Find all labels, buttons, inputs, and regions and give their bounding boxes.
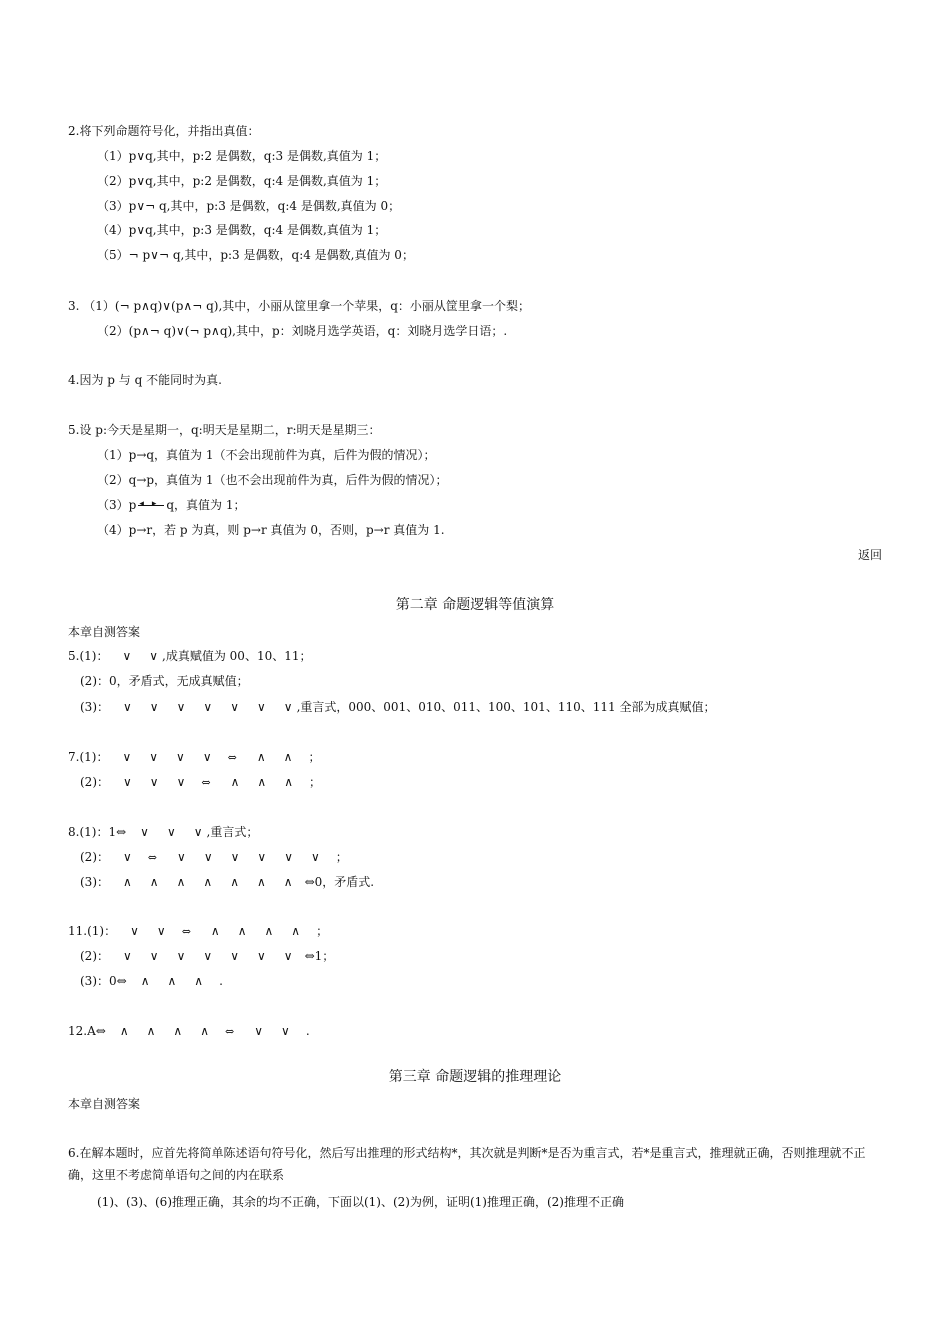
- formula-symbol: ∨: [123, 700, 132, 714]
- formula-symbol: ∧: [230, 775, 240, 789]
- ch2-q7-line-1: [68, 749, 320, 766]
- formula-symbol: ∧: [283, 875, 293, 889]
- ch2-q8-line-2: [80, 849, 348, 866]
- ch2-q11-line-3: [80, 973, 223, 989]
- formula-symbol: ∨: [123, 949, 132, 963]
- formula-symbol: ∨: [122, 649, 132, 663]
- formula-symbol: ∧: [194, 974, 204, 988]
- formula-symbol: ⇔: [147, 851, 158, 864]
- ch2-q5-line-2: (2)：0，矛盾式，无成真赋值；: [80, 674, 249, 688]
- symbol-row: [109, 700, 297, 714]
- formula-symbol: ∨: [193, 825, 203, 839]
- line-tail: ⇔1；: [304, 949, 335, 963]
- q2-heading: 2.将下列命题符号化，并指出真值：: [68, 124, 260, 138]
- formula-symbol: ∨: [230, 850, 240, 864]
- formula-symbol: ∨: [149, 750, 159, 764]
- formula-symbol: ∧: [283, 750, 293, 764]
- ch2-q11-line-1: [68, 923, 328, 940]
- formula-symbol: ∧: [210, 924, 220, 938]
- symbol-row: [108, 649, 162, 663]
- ch2-q12-line: [68, 1023, 310, 1040]
- q3-line-1: 3. （1）(¬ p∧q)∨(p∧¬ q),其中，小丽从筐里拿一个苹果，q：小丽从筐里拿一个梨；: [68, 299, 530, 313]
- formula-symbol: ∨: [203, 700, 213, 714]
- formula-symbol: ∧: [119, 1024, 129, 1038]
- formula-symbol: ∨: [176, 750, 185, 764]
- line-tail: .: [305, 1024, 310, 1038]
- formula-symbol: ∧: [256, 875, 266, 889]
- ch2-q5-line-1: [68, 648, 312, 664]
- formula-symbol: ∨: [257, 850, 267, 864]
- formula-symbol: ∨: [311, 850, 320, 864]
- ch2-q7-line-2: [80, 774, 321, 791]
- q5-item-1: （1）p→q，真值为 1（不会出现前件为真，后件为假的情况）；: [97, 448, 436, 462]
- formula-symbol: ∨: [256, 949, 266, 963]
- formula-symbol: ∨: [176, 775, 186, 789]
- formula-symbol: ∨: [256, 700, 266, 714]
- line-lead: 5.(1)：: [68, 649, 109, 663]
- ch3-q6-paragraph: 6.在解本题时，应首先将简单陈述语句符号化，然后写出推理的形式结构*，其次就是判断*是否为重言式，若*是重言式，推理就正确，否则推理就不正确，这里不考虑简单语句之间的内在联系: [68, 1146, 866, 1182]
- formula-symbol: ∨: [166, 825, 176, 839]
- line-tail: ；: [335, 850, 348, 864]
- formula-symbol: ⇔: [225, 1025, 235, 1038]
- formula-symbol: ∧: [257, 775, 267, 789]
- line-lead: 8.(1)：1⇔: [68, 825, 127, 839]
- line-lead: (2)：: [80, 850, 109, 864]
- formula-symbol: ∧: [149, 875, 159, 889]
- chapter-3-title: 第三章 命题逻辑的推理理论: [388, 1069, 562, 1085]
- q2-item-5: （5）¬ p∨¬ q,其中，p:3 是偶数，q:4 是偶数,真值为 0；: [97, 248, 414, 262]
- symbol-row: [116, 924, 304, 938]
- formula-symbol: ∧: [284, 775, 293, 789]
- formula-symbol: ∧: [176, 875, 186, 889]
- chapter-2-title: 第二章 命题逻辑等值演算: [395, 597, 555, 613]
- formula-symbol: ∨: [123, 775, 132, 789]
- formula-symbol: ∨: [281, 1024, 290, 1038]
- q5-heading: 5.设 p:今天是星期一，q:明天是星期二，r:明天是星期三：: [68, 423, 381, 437]
- formula-symbol: ∨: [203, 949, 213, 963]
- formula-symbol: ∨: [149, 649, 159, 663]
- q5-item-2: （2）q→p，真值为 1（也不会出现前件为真，后件为假的情况）；: [97, 473, 448, 487]
- formula-symbol: ∧: [146, 1024, 156, 1038]
- formula-symbol: ∨: [149, 775, 159, 789]
- q5-item-4: （4）p→r，若 p 为真，则 p→r 真值为 0，否则，p→r 真值为 1.: [97, 523, 445, 537]
- formula-symbol: ∨: [177, 850, 186, 864]
- formula-symbol: ∧: [167, 974, 177, 988]
- symbol-row: [109, 850, 324, 864]
- ch2-q11-line-2: [80, 948, 334, 964]
- formula-symbol: ∨: [254, 1024, 264, 1038]
- line-tail: ；: [309, 775, 322, 789]
- formula-symbol: ∨: [140, 825, 149, 839]
- formula-symbol: ∧: [230, 875, 239, 889]
- q3-line-2: （2）(p∧¬ q)∨(¬ p∧q),其中，p：刘晓月选学英语，q：刘晓月选学日语；.: [97, 324, 508, 338]
- formula-symbol: ∨: [203, 850, 213, 864]
- formula-symbol: ∨: [230, 949, 239, 963]
- formula-symbol: ⇔: [201, 776, 211, 789]
- q2-item-1: （1）p∨q,其中，p:2 是偶数，q:3 是偶数,真值为 1；: [97, 149, 387, 163]
- line-lead: 12.A⇔: [68, 1024, 106, 1038]
- formula-symbol: ∨: [122, 750, 132, 764]
- symbol-row: [126, 825, 206, 839]
- formula-symbol: ∧: [123, 875, 132, 889]
- formula-symbol: ∨: [123, 850, 132, 864]
- formula-symbol: ∧: [173, 1024, 183, 1038]
- q5-item-3-pre: （3）p: [97, 498, 137, 512]
- formula-symbol: ∧: [203, 875, 213, 889]
- line-tail: ,重言式；: [206, 825, 259, 839]
- line-lead: (3)：0⇔: [80, 974, 127, 988]
- formula-symbol: ∧: [264, 924, 274, 938]
- biconditional-arrow-icon: [136, 500, 166, 512]
- q5-item-3-post: q，真值为 1；: [166, 498, 246, 512]
- symbol-row: [109, 775, 297, 789]
- line-lead: 7.(1)：: [68, 750, 109, 764]
- formula-symbol: ∨: [156, 924, 166, 938]
- symbol-row: [109, 875, 297, 889]
- q2-item-2: （2）p∨q,其中，p:2 是偶数，q:4 是偶数,真值为 1；: [97, 174, 387, 188]
- symbol-row: [106, 1024, 294, 1038]
- formula-symbol: ∨: [283, 949, 293, 963]
- ch3-q6-sub: (1)、(3)、(6)推理正确，其余的均不正确，下面以(1)、(2)为例，证明(1)推理正确，(2)推理不正确: [97, 1195, 624, 1209]
- chapter-3-subtitle: 本章自测答案: [68, 1097, 141, 1111]
- line-tail: ⇔0，矛盾式.: [304, 875, 375, 889]
- back-link[interactable]: 返回: [857, 548, 882, 562]
- q4-answer: 4.因为 p 与 q 不能同时为真.: [68, 373, 222, 387]
- q5-item-3: [97, 497, 245, 513]
- line-tail: .: [219, 974, 223, 988]
- formula-symbol: ⇔: [181, 925, 191, 938]
- line-tail: ；: [308, 750, 321, 764]
- chapter-2-subtitle: 本章自测答案: [68, 625, 141, 639]
- symbol-row: [108, 750, 296, 764]
- formula-symbol: ∨: [202, 750, 212, 764]
- formula-symbol: ∧: [291, 924, 301, 938]
- formula-symbol: ∨: [176, 700, 186, 714]
- formula-symbol: ∨: [230, 700, 239, 714]
- line-tail: ；: [316, 924, 329, 938]
- formula-symbol: ∨: [283, 700, 293, 714]
- line-lead: (2)：: [80, 775, 109, 789]
- formula-symbol: ∧: [200, 1024, 209, 1038]
- line-lead: 11.(1)：: [68, 924, 117, 938]
- line-tail: ,成真赋值为 00、10、11；: [162, 649, 312, 663]
- formula-symbol: ∧: [140, 974, 150, 988]
- ch2-q5-line-3: [80, 699, 715, 715]
- q2-item-3: （3）p∨¬ q,其中，p:3 是偶数，q:4 是偶数,真值为 0；: [97, 199, 401, 213]
- formula-symbol: ∧: [256, 750, 266, 764]
- formula-symbol: ∨: [149, 700, 159, 714]
- q2-item-4: （4）p∨q,其中，p:3 是偶数，q:4 是偶数,真值为 1；: [97, 223, 387, 237]
- formula-symbol: ∨: [284, 850, 293, 864]
- line-lead: (3)：: [80, 875, 109, 889]
- formula-symbol: ∨: [149, 949, 159, 963]
- formula-symbol: ∨: [176, 949, 186, 963]
- line-tail: ,重言式，000、001、010、011、100、101、110、111 全部为成真赋值；: [296, 700, 716, 714]
- formula-symbol: ⇔: [227, 751, 237, 764]
- symbol-row: [127, 974, 207, 988]
- line-lead: (2)：: [80, 949, 109, 963]
- formula-symbol: ∧: [237, 924, 247, 938]
- ch2-q8-line-1: [68, 824, 258, 840]
- symbol-row: [109, 949, 297, 963]
- ch2-q8-line-3: [80, 874, 374, 890]
- formula-symbol: ∨: [130, 924, 139, 938]
- line-lead: (3)：: [80, 700, 109, 714]
